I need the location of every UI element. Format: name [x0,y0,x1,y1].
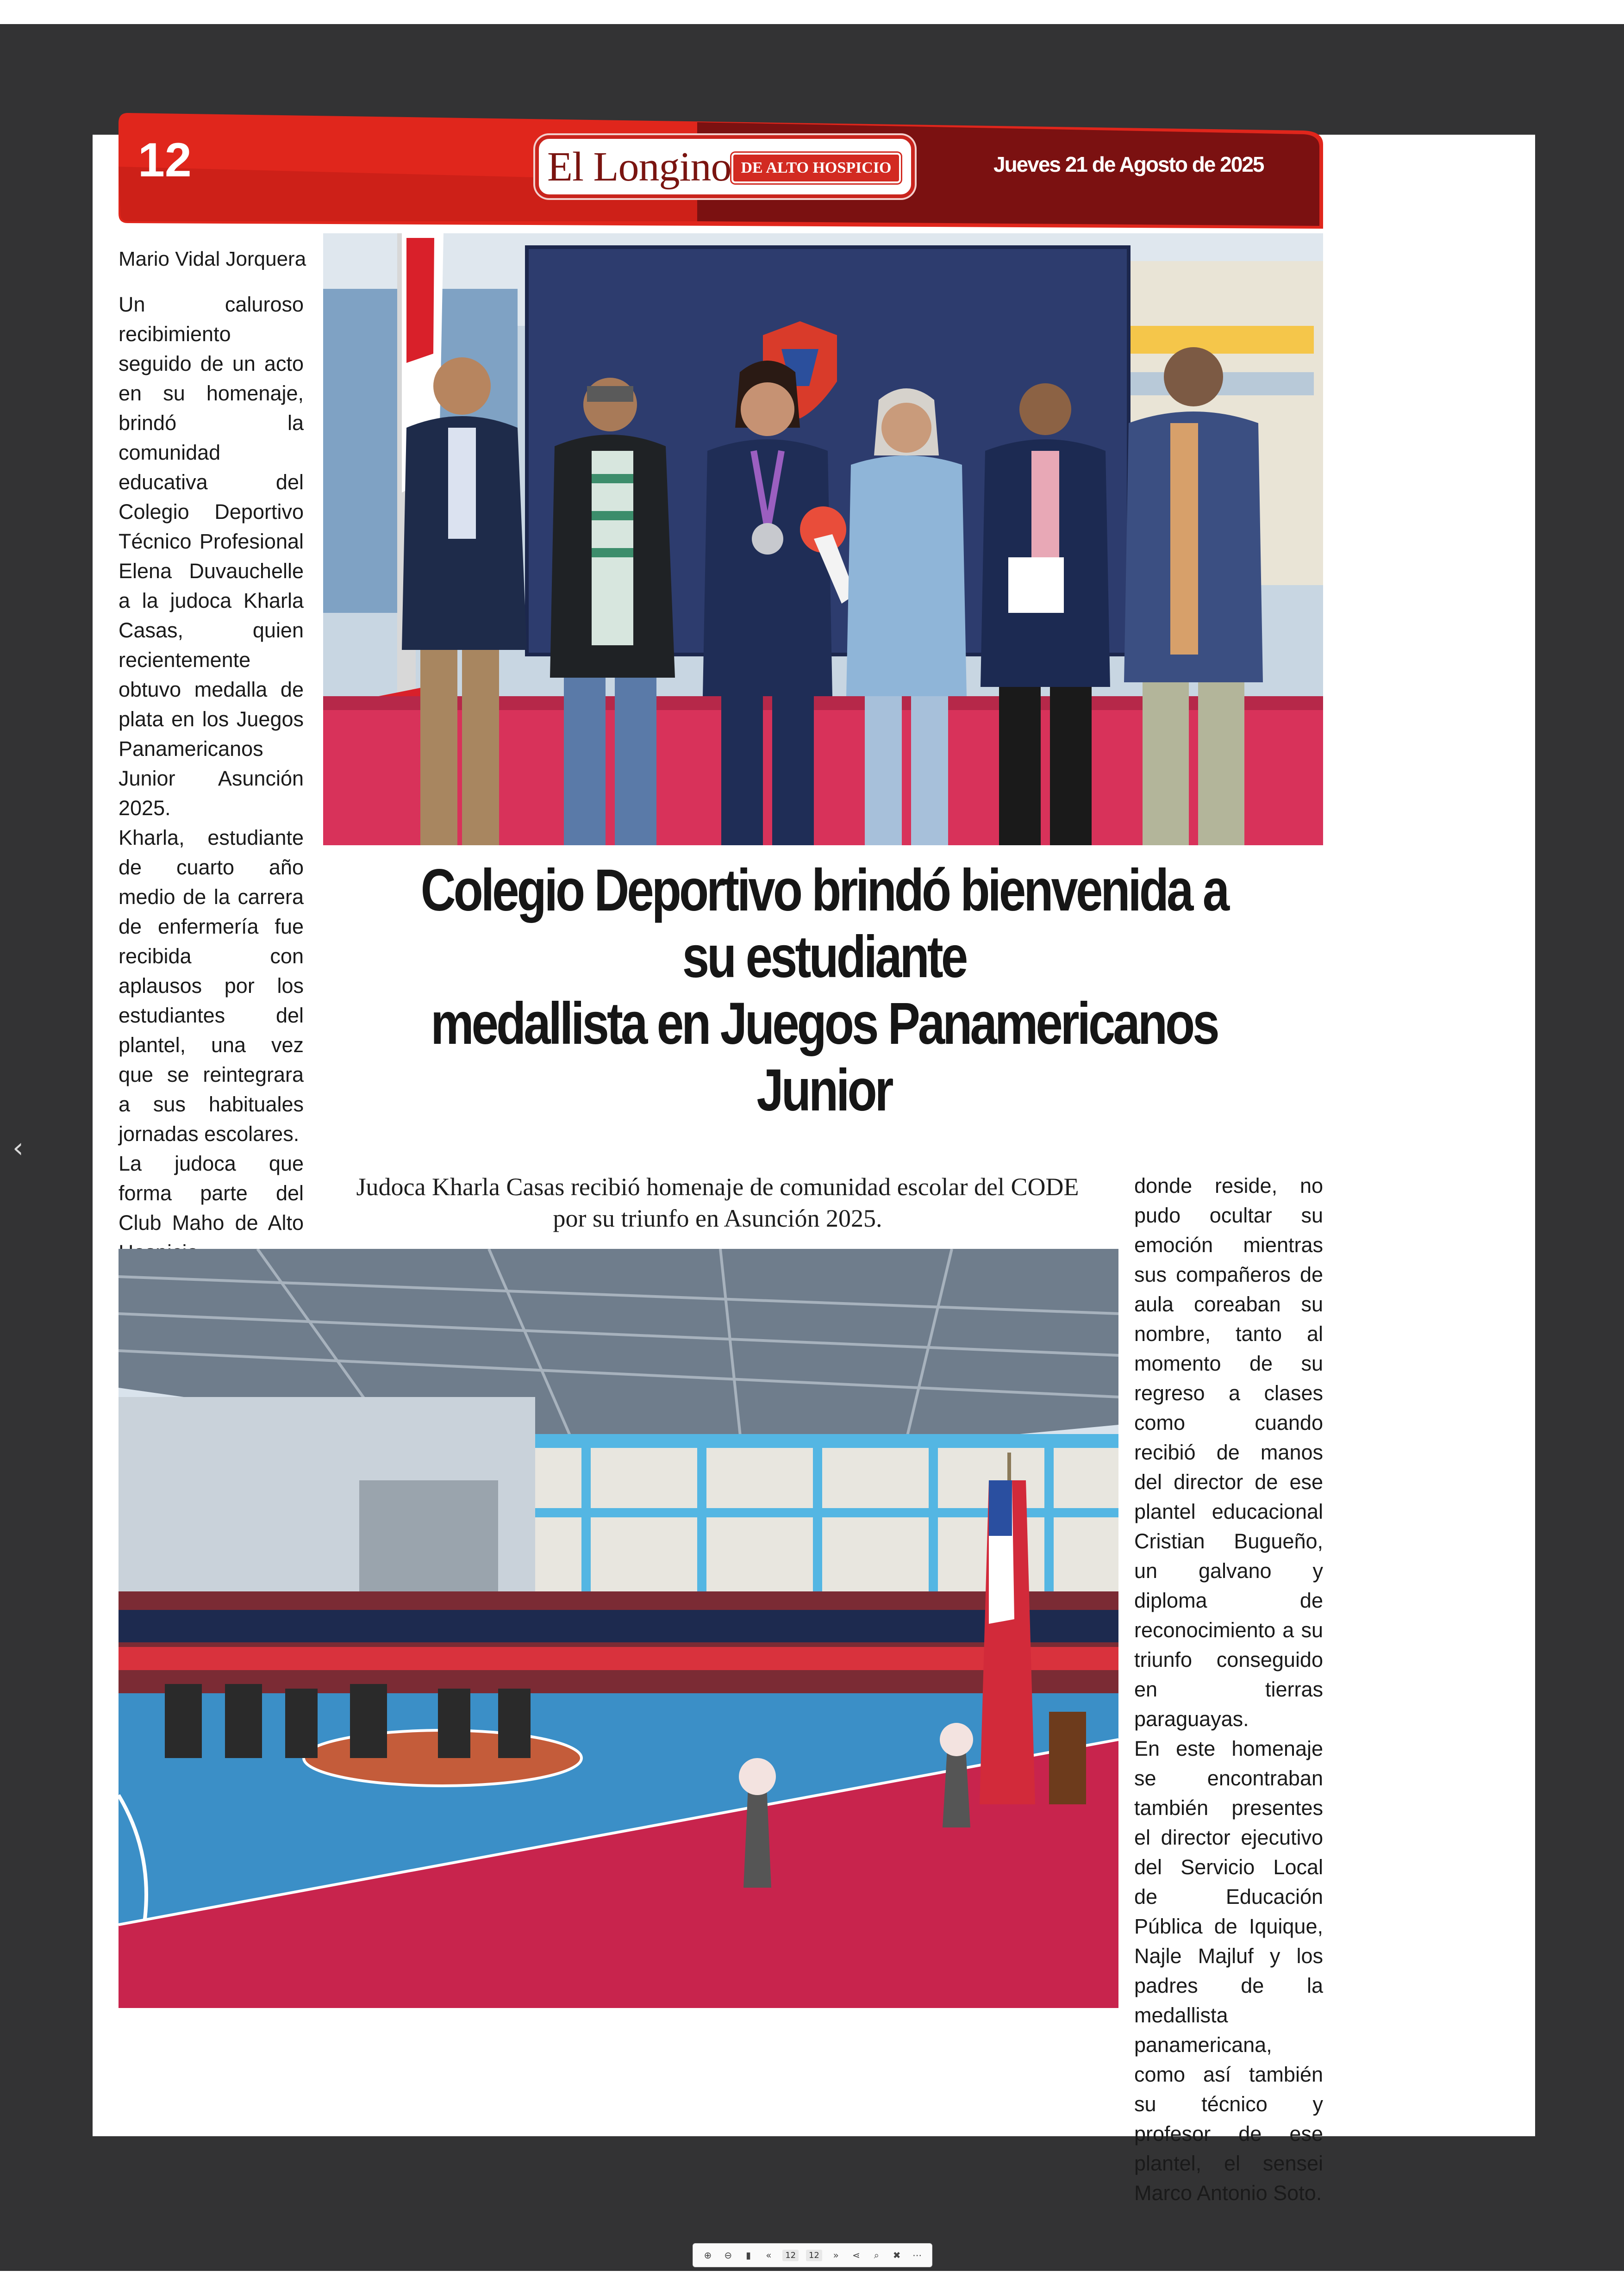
paragraph: Un caluroso recibimiento seguido de un acto en su homenaje, brindó la comunidad educativa del Colegio Deportivo Técnico Profesional Elena Duvauchelle a la judoca Kharla Casas, quien recientemente obtuvo medalla de plata en los Juegos Panamericanos Junior Asunción 2025. [119,293,304,820]
fullscreen-icon[interactable]: ✖ [893,2250,901,2261]
share-icon[interactable]: ⋖ [852,2250,860,2261]
gym-ceremony-illustration [119,1249,1118,2008]
article-subheadline [333,1171,1102,1234]
issue-date: Jueves 21 de Agosto de 2025 [993,152,1264,176]
chevron-left-icon: ‹ [12,1132,24,1164]
article-right-column [1134,1171,1323,2208]
paragraph: La judoca que forma parte del Club Maho de Alto [119,1152,304,1235]
zoom-in-icon[interactable]: ⊕ [704,2250,712,2261]
masthead-subtitle: DE ALTO HOSPICIO [731,153,901,183]
article-headline [414,857,1234,1124]
page-number: 12 [138,133,192,187]
zoom-out-icon[interactable]: ⊖ [724,2250,732,2261]
headline-line: Colegio Deportivo brindó bienvenida a su estudiante [420,857,1228,990]
masthead-title: El Longino [547,144,731,190]
masthead-logo [535,135,915,198]
subheadline-line: Judoca Kharla Casas recibió homenaje de comunidad escolar del CODE [356,1173,1079,1201]
more-icon[interactable]: ⋯ [912,2250,922,2261]
gym-ceremony-photo [119,1249,1118,2008]
byline: Mario Vidal Jorquera [119,248,306,270]
last-page-icon[interactable]: » [833,2250,839,2261]
award-group-photo [323,233,1323,845]
page-header [119,112,1323,232]
bookmark-icon[interactable]: ▮ [746,2250,751,2261]
paragraph: donde reside, no pudo ocultar su emoción mientras sus compañeros de aula coreaban su nombre, tanto al momento de su regreso a clases como cuando recibió de manos del director de ese plantel educacional Cristian Bugueño, un galvano y diploma de reconocimiento a su triunfo conseguido en tierras paraguayas. [1134,1174,1323,1731]
headline-line: medallista en Juegos Panamericanos Junior [431,991,1218,1123]
subheadline-line: por su triunfo en Asunción 2025. [553,1204,882,1232]
previous-page-button[interactable] [6,1129,30,1166]
paragraph: En este homenaje se encontraban también presentes el director ejecutivo del Servicio Local de Educación Pública de Iquique, Najle Majluf y los padres de la medallista panamericana, como así también su técnico y profesor de ese plantel, el sensei Marco Antonio Soto. [1134,1737,1323,2205]
article-left-column [119,290,304,1267]
first-page-icon[interactable]: « [766,2250,772,2261]
viewer-toolbar [693,2243,932,2267]
current-page-field[interactable]: 12 [782,2250,799,2261]
award-group-illustration [323,233,1323,845]
paragraph: Kharla, estudiante de cuarto año medio de la carrera de enfermería fue recibida con aplausos por los estudiantes del plantel, una vez que se reintegrara a sus habituales jornadas escolares. [119,826,304,1146]
search-icon[interactable]: ⌕ [874,2250,879,2261]
total-pages: 12 [806,2250,822,2261]
